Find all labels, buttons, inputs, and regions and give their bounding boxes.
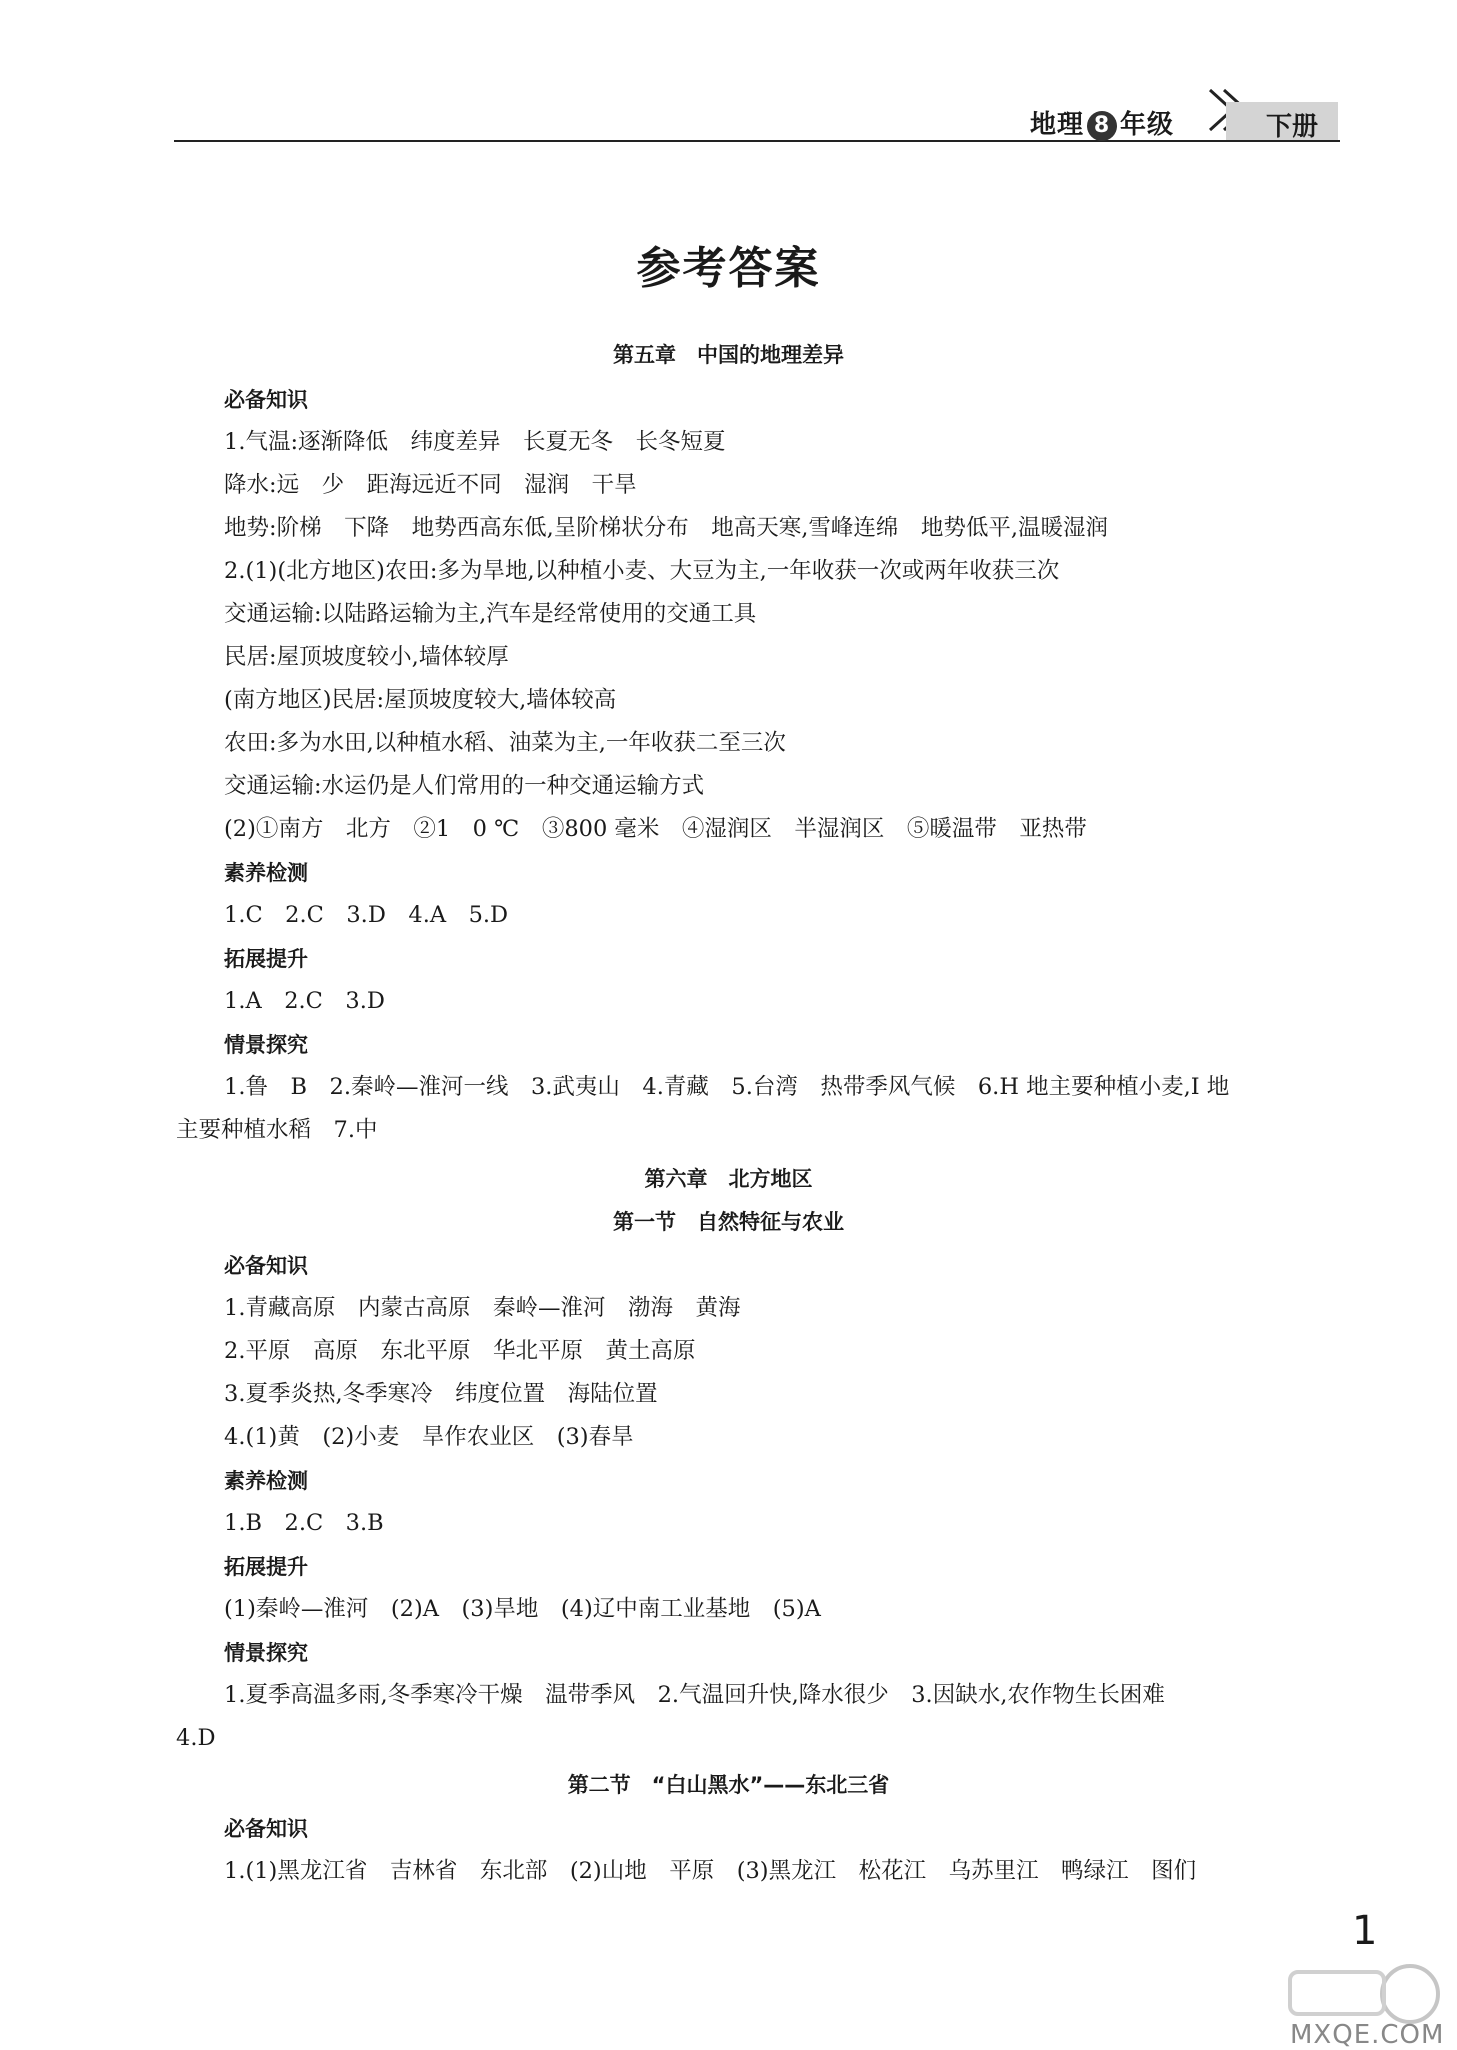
answer-line: 2.平原 高原 东北平原 华北平原 黄土高原 (224, 1338, 696, 1364)
chapter-heading: 第二节 “白山黑水”——东北三省 (567, 1773, 890, 1797)
section-heading: 素养检测 (224, 861, 308, 885)
answer-line: (南方地区)民居:屋顶坡度较大,墙体较高 (224, 687, 617, 713)
answer-line: (1)秦岭—淮河 (2)A (3)旱地 (4)辽中南工业基地 (5)A (224, 1596, 821, 1622)
page-header (174, 86, 1340, 142)
answer-line: 1.(1)黑龙江省 吉林省 东北部 (2)山地 平原 (3)黑龙江 松花江 乌苏里江 鸭绿江 图们 (224, 1858, 1197, 1884)
answer-line: 民居:屋顶坡度较小,墙体较厚 (224, 644, 509, 670)
answer-line: 1.夏季高温多雨,冬季寒冷干燥 温带季风 2.气温回升快,降水很少 3.因缺水,农作物生长困难 (224, 1682, 1165, 1708)
chapter-heading: 第五章 中国的地理差异 (613, 343, 844, 367)
answer-line: 主要种植水稻 7.中 (176, 1117, 378, 1143)
answer-line: 地势:阶梯 下降 地势西高东低,呈阶梯状分布 地高天寒,雪峰连绵 地势低平,温暖湿润 (224, 515, 1109, 541)
answer-line: 1.C 2.C 3.D 4.A 5.D (224, 902, 509, 928)
section-heading: 情景探究 (224, 1033, 308, 1057)
chapter-heading: 第一节 自然特征与农业 (613, 1210, 844, 1234)
answer-line: (2)①南方 北方 ②1 0 ℃ ③800 毫米 ④湿润区 半湿润区 ⑤暖温带 亚热带 (224, 816, 1087, 842)
page-title: 参考答案 (636, 243, 821, 294)
page-number: 1 (1352, 1908, 1378, 1954)
header-subject: 地理 (1030, 110, 1085, 140)
watermark-text: MXQE.COM (1290, 2020, 1445, 2050)
answer-line: 3.夏季炎热,冬季寒冷 纬度位置 海陆位置 (224, 1381, 658, 1407)
section-heading: 情景探究 (224, 1641, 308, 1665)
answer-line: 1.青藏高原 内蒙古高原 秦岭—淮河 渤海 黄海 (224, 1295, 741, 1321)
header-subject-grade (1030, 104, 1174, 141)
answer-line: 2.(1)(北方地区)农田:多为旱地,以种植小麦、大豆为主,一年收获一次或两年收获三次 (224, 558, 1060, 584)
section-heading: 拓展提升 (224, 1555, 308, 1579)
header-grade-suffix: 年级 (1120, 110, 1175, 140)
section-heading: 必备知识 (224, 388, 308, 412)
answer-line: 1.鲁 B 2.秦岭—淮河一线 3.武夷山 4.青藏 5.台湾 热带季风气候 6.H 地主要种植小麦,I 地 (224, 1074, 1230, 1100)
answer-line: 4.D (176, 1725, 216, 1751)
chapter-heading: 第六章 北方地区 (644, 1167, 813, 1191)
answer-line: 农田:多为水田,以种植水稻、油菜为主,一年收获二至三次 (224, 730, 786, 756)
grade-number-badge: 8 (1087, 111, 1117, 141)
answer-line: 交通运输:水运仍是人们常用的一种交通运输方式 (224, 773, 705, 799)
answer-line: 降水:远 少 距海远近不同 湿润 干旱 (224, 472, 637, 498)
section-heading: 必备知识 (224, 1817, 308, 1841)
answer-line: 4.(1)黄 (2)小麦 旱作农业区 (3)春旱 (224, 1424, 634, 1450)
answer-line: 1.B 2.C 3.B (224, 1510, 384, 1536)
answer-line: 1.气温:逐渐降低 纬度差异 长夏无冬 长冬短夏 (224, 429, 726, 455)
section-heading: 素养检测 (224, 1469, 308, 1493)
answer-line: 交通运输:以陆路运输为主,汽车是经常使用的交通工具 (224, 601, 757, 627)
header-volume: 下册 (1266, 112, 1319, 142)
answer-line: 1.A 2.C 3.D (224, 988, 385, 1014)
section-heading: 必备知识 (224, 1254, 308, 1278)
section-heading: 拓展提升 (224, 947, 308, 971)
